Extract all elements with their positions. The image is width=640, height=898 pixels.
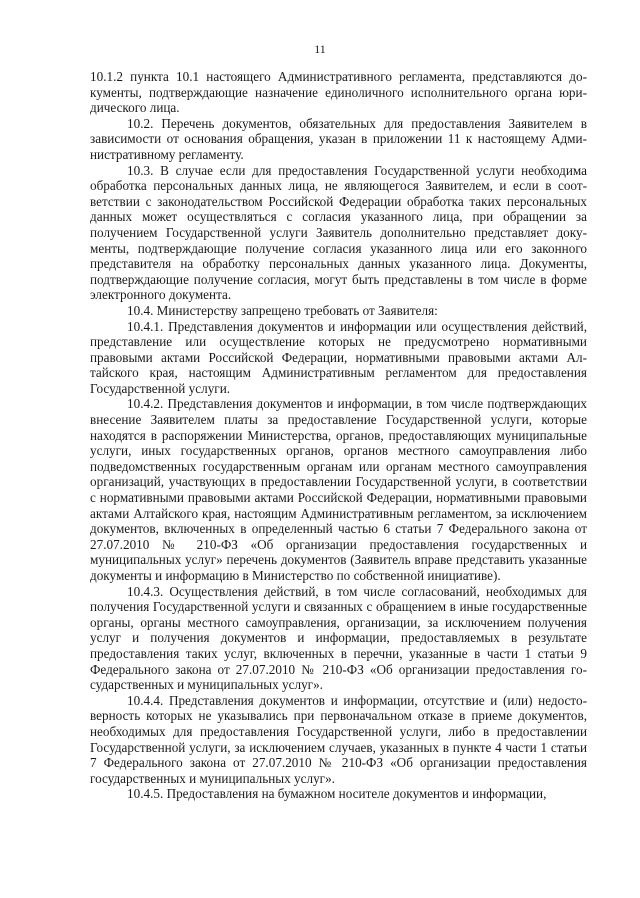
page-number: 11 — [314, 42, 326, 56]
paragraph-continuation: 10.1.2 пункта 10.1 настоящего Административного регламента, представляются документы, подтверждающие назначение единоличного исполнительного органа юридического лица. — [90, 69, 587, 116]
paragraph-10-4-5: 10.4.5. Предоставления на бумажном носителе документов и информации, — [127, 786, 547, 802]
paragraph-10-4-1: 10.4.1. Представления документов и информации или осуществления действий, представление или осуществление которых не предусмотрено нормативными правовыми актами Российской Федерации, нормативными правовыми актами Алтайского края, настоящим Административным регламентом для предоставления Государственной услуги. — [90, 318, 587, 396]
paragraph-10-2: 10.2. Перечень документов, обязательных для предоставления Заявителем в зависимости от основания обращения, указан в приложении 11 к настоящему Административному регламенту. — [90, 115, 587, 162]
document-body — [90, 69, 587, 802]
paragraph-10-4: 10.4. Министерству запрещено требовать от Заявителя: — [127, 302, 438, 318]
paragraph-10-4-4: 10.4.4. Представления документов и информации, отсутствие и (или) недостоверность которых не указывались при первоначальном отказе в приеме документов, необходимых для предоставления Государственной услуги, либо в предоставлении Государственной услуги, за исключением случаев, указанных в пункте 4 части 1 статьи 7 Федерального закона от 27.07.2010 № 210-ФЗ «Об организации предоставления государственных и муниципальных услуг». — [90, 692, 587, 786]
paragraph-10-4-3: 10.4.3. Осуществления действий, в том числе согласований, необходимых для получения Государственной услуги и связанных с обращением в иные государственные органы, органы местного самоуправления, организации, за исключением получения услуг и получения документов и информации, предоставляемых в результате предоставления таких услуг, включенных в перечни, указанные в части 1 статьи 9 Федерального закона от 27.07.2010 № 210-ФЗ «Об организации предоставления государственных и муниципальных услуг». — [90, 583, 587, 693]
paragraph-10-3: 10.3. В случае если для предоставления Государственной услуги необходима обработка персональных данных лица, не являющегося Заявителем, и если в соответствии с законодательством Российской Федерации обработка таких персональных данных может осуществляться с согласия указанного лица, при обращении за получением Государственной услуги Заявитель дополнительно представляет документы, подтверждающие получение согласия указанного лица или его законного представителя на обработку персональных данных указанного лица. Документы, подтверждающие получение согласия, могут быть представлены в том числе в форме электронного документа. — [90, 162, 587, 303]
paragraph-10-4-2: 10.4.2. Представления документов и информации, в том числе подтверждающих внесение Заявителем платы за предоставление Государственной услуги, которые находятся в распоряжении Министерства, органов, предоставляющих муниципальные услуги, иных государственных органов, органов местного самоуправления либо подведомственных государственным органам или органам местного самоуправления организаций, участвующих в предоставлении Государственной услуги, в соответствии с нормативными правовыми актами Российской Федерации, нормативными правовыми актами Алтайского края, настоящим Административным регламентом, за исключением документов, включенных в определенный частью 6 статьи 7 Федерального закона от 27.07.2010 № 210-ФЗ «Об организации предоставления государственных и муниципальных услуг» перечень документов (Заявитель вправе представить указанные документы и информацию в Министерство по собственной инициативе). — [90, 396, 587, 583]
